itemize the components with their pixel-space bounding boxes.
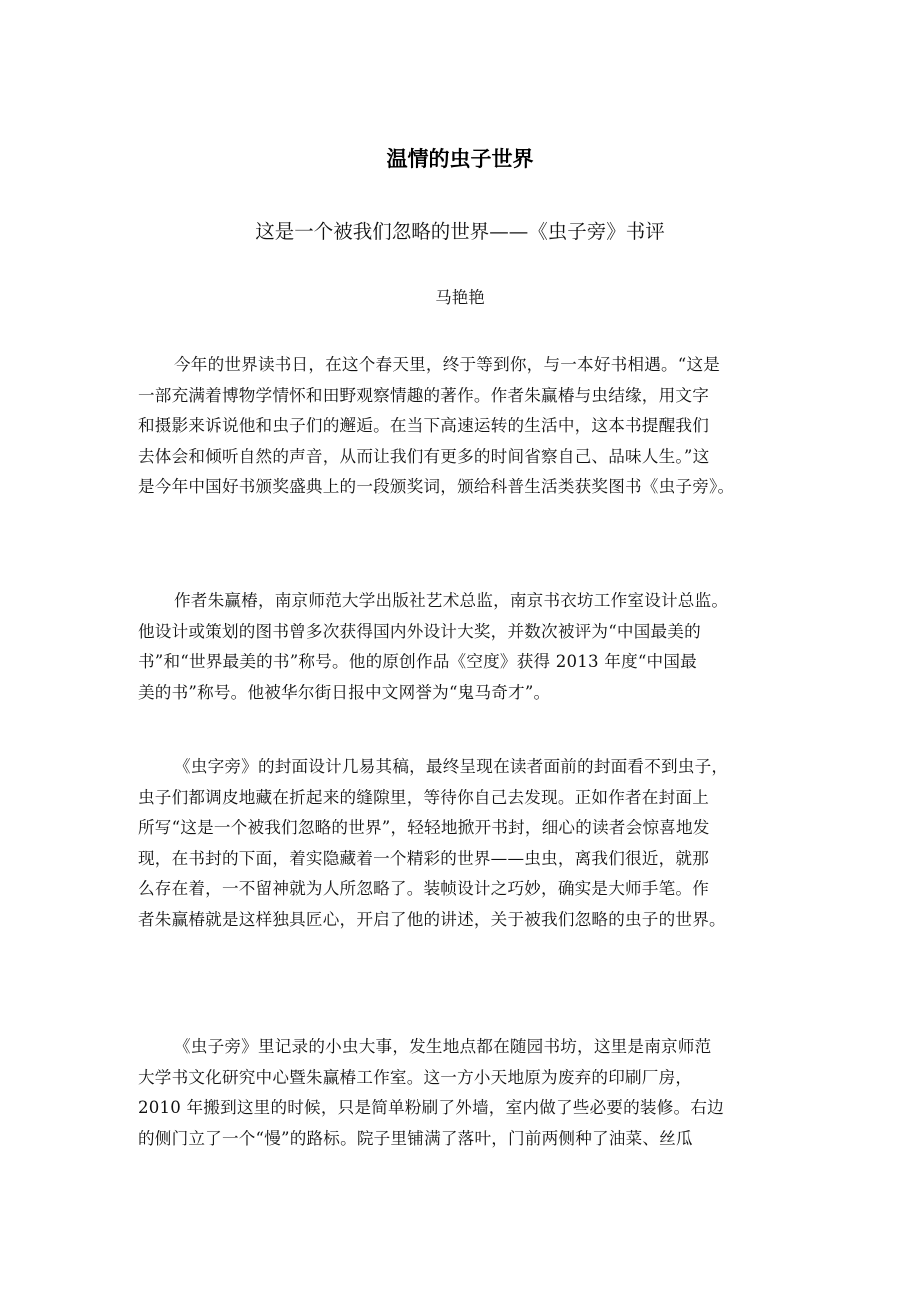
paragraph-line: 《虫子旁》里记录的小虫大事，发生地点都在随园书坊，这里是南京师范 [174,1037,712,1056]
paragraph-line: 大学书文化研究中心暨朱赢椿工作室。这一方小天地原为废弃的印刷厂房， [138,1067,693,1087]
paragraph-line: 和摄影来诉说他和虫子们的邂逅。在当下高速运转的生活中，这本书提醒我们 [138,416,709,435]
document-subtitle: 这是一个被我们忽略的世界——《虫子旁》书评 [255,220,665,243]
paragraph-line: 去体会和倾听自然的声音，从而让我们有更多的时间省察自己、品味人生。”这 [138,446,710,466]
paragraph-2 [138,586,784,708]
paragraph-line: 虫子们都调皮地藏在折起来的缝隙里，等待你自己去发现。正如作者在封面上 [138,787,709,807]
paragraph-line: 书”和“世界最美的书”称号。他的原创作品《空度》获得 2013 年度“中国最 [138,652,697,671]
document-author: 马艳艳 [435,288,485,307]
document-title: 温情的虫子世界 [386,147,534,171]
paragraph-line: 现，在书封的下面，着实隐藏着一个精彩的世界——虫虫，离我们很近，就那 [138,848,709,868]
paragraph-line: 么存在着，一不留神就为人所忽略了。装帧设计之巧妙，确实是大师手笔。作 [138,879,709,898]
paragraph-line: 者朱赢椿就是这样独具匠心，开启了他的讲述，关于被我们忽略的虫子的世界。 [138,909,726,929]
paragraph-line: 是今年中国好书颁奖盛典上的一段颁奖词，颁给科普生活类获奖图书《虫子旁》。 [138,477,735,496]
paragraph-line: 美的书”称号。他被华尔街日报中文网誉为“鬼马奇才”。 [138,682,551,702]
paragraph-line: 作者朱赢椿，南京师范大学出版社艺术总监，南京书衣坊工作室设计总监。 [174,591,729,610]
paragraph-line: 一部充满着博物学情怀和田野观察情趣的著作。作者朱赢椿与虫结缘，用文字 [138,385,709,405]
paragraph-line: 他设计或策划的图书曾多次获得国内外设计大奖，并数次被评为“中国最美的 [138,621,701,641]
paragraph-line: 2010 年搬到这里的时候，只是简单粉刷了外墙，室内做了些必要的装修。右边 [138,1098,724,1117]
paragraph-1 [138,350,784,503]
paragraph-line: 的侧门立了一个“慢”的路标。院子里铺满了落叶，门前两侧种了油菜、丝瓜 [138,1128,693,1148]
paragraph-4 [138,1032,784,1154]
paragraph-line: 所写“这是一个被我们忽略的世界”，轻轻地掀开书封，细心的读者会惊喜地发 [138,818,710,837]
paragraph-line: 《虫字旁》的封面设计几易其稿，最终呈现在读者面前的封面看不到虫子， [174,757,729,776]
paragraph-line: 今年的世界读书日，在这个春天里，终于等到你，与一本好书相遇。“这是 [174,355,721,374]
paragraph-3 [138,752,784,935]
